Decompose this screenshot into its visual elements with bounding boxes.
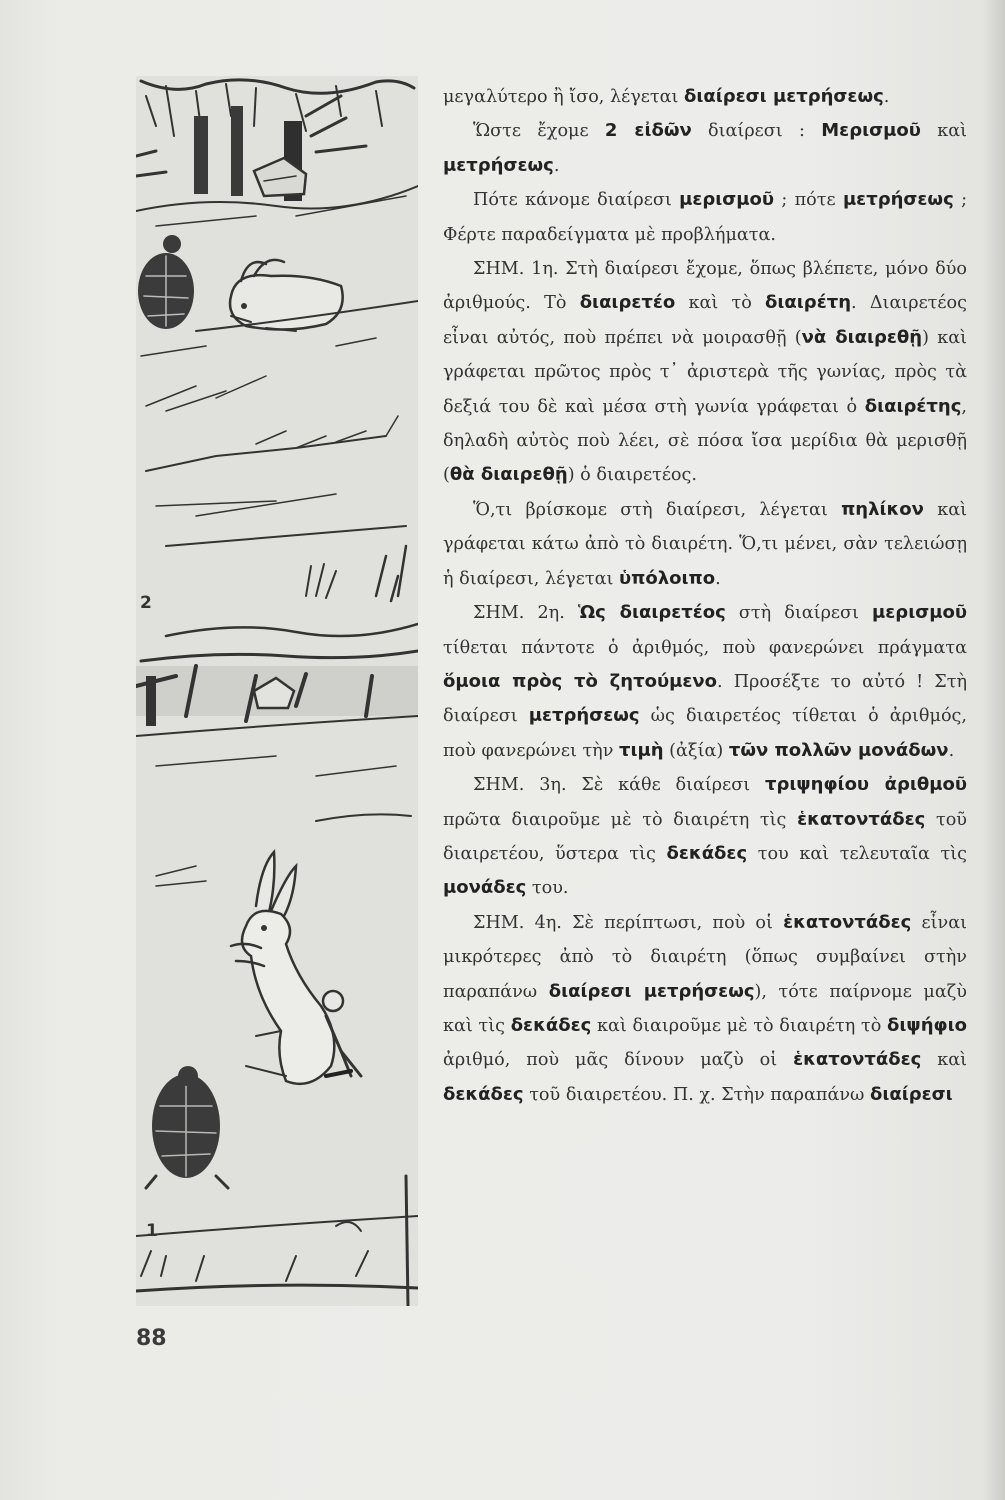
bold-term: διψήφιο [887,1014,967,1036]
text-run: . Διαιρετέος εἶναι αὐτός, ποὺ πρέπει νὰ μοιρασθῇ ( [443,293,967,348]
bold-term: τιμὴ [619,739,664,761]
tortoise-and-hare-illustration [136,76,418,1306]
bold-term: διαιρέτης [864,395,962,417]
text-run: . Προσέξτε το αὐτό ! Στὴ διαίρεσι [443,671,967,727]
bold-term: δεκάδες [443,1083,524,1105]
text-run: μεγαλύτερο ἢ ἴσο, λέγεται [443,87,684,107]
text-run: Πότε κάνομε διαίρεσι [473,190,680,211]
paragraph [443,80,967,114]
bold-term: μονάδες [443,877,527,899]
page-number: 88 [136,1326,167,1351]
text-run: του. [526,878,569,899]
paragraph [443,493,967,596]
text-run: καὶ διαιροῦμε μὲ τὸ διαιρέτη τὸ [591,1015,888,1036]
paragraph [443,906,967,1112]
text-run: καὶ γράφεται κάτω ἀπὸ τὸ διαιρέτη. Ὅ,τι μένει, σὰν τελειώσῃ ἡ διαίρεσι, λέγεται [443,499,967,589]
illustration-drawing [136,76,418,1306]
bold-term: ὅμοια πρὸς τὸ ζητούμενο [443,670,718,692]
bold-term: τριψηφίου ἀριθμοῦ [764,774,967,796]
bold-term: δεκάδες [666,842,748,864]
bold-term: μετρήσεως [443,154,554,176]
bold-term: διαίρεσι [870,1083,953,1105]
paragraph [443,114,967,183]
text-run: ΣΗΜ. 2η. [473,603,578,624]
bold-term: μετρήσεως [528,705,640,727]
text-run: ), τότε παίρνομε μαζὺ καὶ τὶς [443,981,967,1036]
text-run: Ὥστε ἔχομε [473,121,605,142]
paragraph [443,768,967,906]
text-run: ) καὶ γράφεται πρῶτος πρὸς τ᾿ ἀριστερὰ τῆς γωνίας, πρὸς τὰ δεξιά του δὲ καὶ μέσα στὴ γωνία γράφεται ὁ [443,327,967,417]
text-run: . [715,568,721,589]
bold-term: διαιρετέο [579,292,676,314]
text-run: ὡς διαιρετέος τίθεται ὁ ἀριθμός, ποὺ φανερώνει τὴν [443,706,967,761]
paragraph [443,596,967,768]
text-run: , δηλαδὴ αὐτὸς ποὺ λέει, σὲ πόσα ἴσα μερίδια θὰ μερισθῇ ( [443,396,967,486]
bold-term: διαίρεσι μετρήσεως [684,86,884,107]
bold-term: νὰ διαιρεθῇ [801,326,923,348]
bold-term: μετρήσεως [842,189,954,211]
bold-term: ἑκατοντάδες [783,911,912,933]
text-run: στὴ διαίρεσι [725,603,873,624]
bold-term: 2 εἰδῶν [604,120,692,142]
text-run: ) ὁ διαιρετέος. [567,465,697,486]
bold-term: τῶν πολλῶν μονάδων [728,739,949,761]
text-run: καὶ [920,121,967,142]
text-run: πρῶτα διαιροῦμε μὲ τὸ διαιρέτη τὶς [443,809,798,830]
text-run: του καὶ τελευταῖα τὶς [747,843,967,864]
bold-term: ὑπόλοιπο [618,567,716,589]
bold-term: θὰ διαιρεθῇ [449,464,568,486]
text-column [443,80,967,1112]
panel-number-1: 1 [146,1221,158,1241]
bold-term: μερισμοῦ [679,189,775,211]
text-run: καὶ τὸ [675,293,766,314]
text-run: τοῦ διαιρετέου, ὕστερα τὶς [443,809,967,864]
bold-term: ἑκατοντάδες [793,1049,922,1071]
bold-term: διαίρεσι μετρήσεως [548,980,755,1002]
text-run: ; πότε [774,190,843,211]
bold-term: Ὡς διαιρετέος [577,602,726,624]
panel-number-2: 2 [140,593,152,613]
text-run: διαίρεσι : [691,121,822,142]
text-run: ΣΗΜ. 1η. Στὴ διαίρεσι ἔχομε, ὅπως βλέπετε, μόνο δύο ἀριθμούς. Τὸ [443,259,967,314]
bold-term: πηλίκον [841,498,924,520]
bold-term: διαιρέτη [765,292,852,314]
bold-term: μερισμοῦ [872,602,967,624]
text-run: Ὅ,τι βρίσκομε στὴ διαίρεσι, λέγεται [473,499,842,520]
text-run: . [948,740,955,761]
text-run: . [883,87,890,107]
paragraph [443,183,967,252]
bold-term: ἑκατοντάδες [797,808,926,830]
text-run: ΣΗΜ. 3η. Σὲ κάθε διαίρεσι [473,775,765,796]
text-run: (ἀξία) [663,740,729,761]
text-run: τίθεται πάντοτε ὁ ἀριθμός, ποὺ φανερώνει πράγματα [443,637,967,658]
text-run: ΣΗΜ. 4η. Σὲ περίπτωσι, ποὺ οἱ [473,912,784,933]
text-run: . [553,155,560,176]
page-edge-shadow [983,0,1005,1500]
paragraph [443,252,967,493]
bold-term: δεκάδες [510,1014,592,1036]
text-run: τοῦ διαιρετέου. Π. χ. Στὴν παραπάνω [523,1084,870,1105]
text-run: ; Φέρτε παραδείγματα μὲ προβλήματα. [443,190,967,245]
text-run: καὶ [921,1050,967,1071]
text-run: εἶναι μικρότερες ἀπὸ τὸ διαιρέτη (ὅπως συμβαίνει στὴν παραπάνω [443,912,967,1002]
text-run: ἀριθμό, ποὺ μᾶς δίνουν μαζὺ οἱ [443,1050,794,1071]
bold-term: Μερισμοῦ [821,120,921,142]
